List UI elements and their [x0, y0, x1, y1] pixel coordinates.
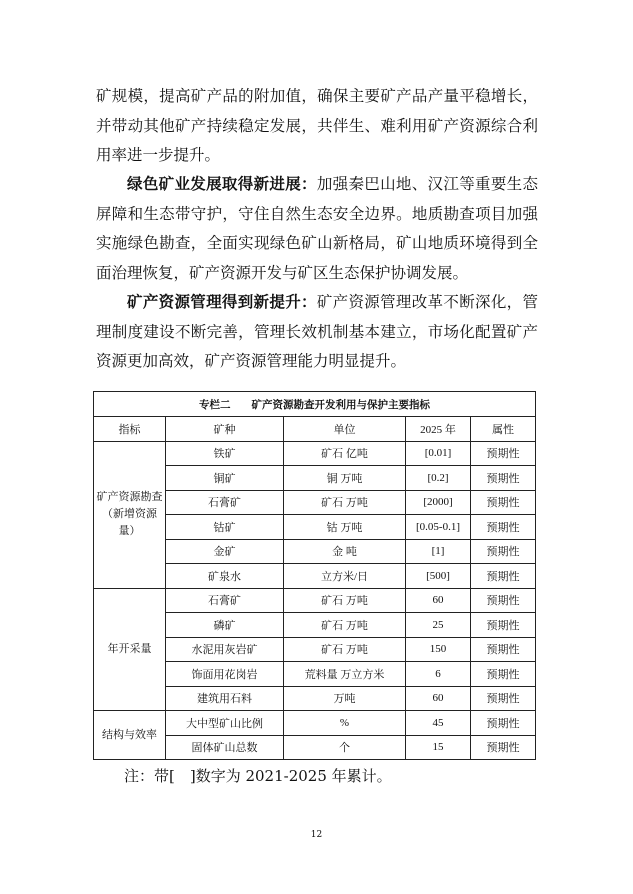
value-cell: 6 [406, 662, 471, 687]
mineral-cell: 矿泉水 [166, 564, 284, 589]
unit-cell: 个 [284, 735, 406, 760]
category-cell: 结构与效率 [94, 711, 166, 760]
attribute-cell: 预期性 [471, 490, 536, 515]
attribute-cell: 预期性 [471, 735, 536, 760]
mineral-cell: 钴矿 [166, 515, 284, 540]
unit-cell: 矿石 万吨 [284, 613, 406, 638]
mineral-cell: 饰面用花岗岩 [166, 662, 284, 687]
table-row [94, 711, 536, 736]
value-cell: 60 [406, 588, 471, 613]
table-row [94, 441, 536, 466]
attribute-cell: 预期性 [471, 515, 536, 540]
table-header-row [94, 417, 536, 442]
mineral-cell: 铜矿 [166, 466, 284, 491]
value-cell: [0.01] [406, 441, 471, 466]
unit-cell: 立方米/日 [284, 564, 406, 589]
value-cell: [1] [406, 539, 471, 564]
category-cell: 矿产资源勘查（新增资源量） [94, 441, 166, 588]
value-cell: 25 [406, 613, 471, 638]
value-cell: [0.05-0.1] [406, 515, 471, 540]
value-cell: 15 [406, 735, 471, 760]
table-caption-row [94, 392, 536, 417]
table-caption: 专栏二 矿产资源勘查开发利用与保护主要指标 [94, 392, 536, 417]
attribute-cell: 预期性 [471, 564, 536, 589]
value-cell: 150 [406, 637, 471, 662]
page-number: 12 [310, 830, 323, 840]
paragraph-green-mining [96, 170, 538, 288]
value-cell: [500] [406, 564, 471, 589]
table-row [94, 588, 536, 613]
mineral-cell: 固体矿山总数 [166, 735, 284, 760]
attribute-cell: 预期性 [471, 662, 536, 687]
unit-cell: 万吨 [284, 686, 406, 711]
unit-cell: 矿石 万吨 [284, 637, 406, 662]
unit-cell: 铜 万吨 [284, 466, 406, 491]
paragraph-heading-green-mining: 绿色矿业发展取得新进展： [127, 175, 317, 193]
paragraph-body-green-mining: 加强秦巴山地、汉江等重要生态屏障和生态带守护，守住自然生态安全边界。地质勘查项目加强实施绿色勘查，全面实现绿色矿山新格局，矿山地质环境得到全面治理恢复，矿产资源开发与矿区生态保护协调发展。 [96, 175, 538, 282]
attribute-cell: 预期性 [471, 613, 536, 638]
attribute-cell: 预期性 [471, 711, 536, 736]
unit-cell: % [284, 711, 406, 736]
header-attribute: 属性 [471, 417, 536, 442]
header-unit: 单位 [284, 417, 406, 442]
mineral-cell: 磷矿 [166, 613, 284, 638]
mineral-cell: 金矿 [166, 539, 284, 564]
attribute-cell: 预期性 [471, 539, 536, 564]
value-cell: 60 [406, 686, 471, 711]
unit-cell: 荒料量 万立方米 [284, 662, 406, 687]
mineral-cell: 建筑用石料 [166, 686, 284, 711]
header-indicator: 指标 [94, 417, 166, 442]
indicators-table [93, 391, 536, 760]
category-cell: 年开采量 [94, 588, 166, 711]
unit-cell: 矿石 万吨 [284, 490, 406, 515]
attribute-cell: 预期性 [471, 466, 536, 491]
paragraph-continuation: 矿规模，提高矿产品的附加值，确保主要矿产品产量平稳增长，并带动其他矿产持续稳定发展，共伴生、难利用矿产资源综合利用率进一步提升。 [96, 87, 538, 164]
mineral-cell: 石膏矿 [166, 490, 284, 515]
paragraph-resource-management [96, 288, 538, 377]
attribute-cell: 预期性 [471, 588, 536, 613]
mineral-cell: 铁矿 [166, 441, 284, 466]
unit-cell: 金 吨 [284, 539, 406, 564]
value-cell: 45 [406, 711, 471, 736]
attribute-cell: 预期性 [471, 686, 536, 711]
unit-cell: 钴 万吨 [284, 515, 406, 540]
attribute-cell: 预期性 [471, 441, 536, 466]
paragraph-body-resource-management: 矿产资源管理改革不断深化，管理制度建设不断完善，管理长效机制基本建立，市场化配置矿产资源更加高效，矿产资源管理能力明显提升。 [96, 293, 538, 370]
unit-cell: 矿石 万吨 [284, 588, 406, 613]
header-mineral: 矿种 [166, 417, 284, 442]
unit-cell: 矿石 亿吨 [284, 441, 406, 466]
attribute-cell: 预期性 [471, 637, 536, 662]
value-cell: [2000] [406, 490, 471, 515]
header-year: 2025 年 [406, 417, 471, 442]
value-cell: [0.2] [406, 466, 471, 491]
mineral-cell: 大中型矿山比例 [166, 711, 284, 736]
paragraph-heading-resource-management: 矿产资源管理得到新提升： [127, 293, 317, 311]
mineral-cell: 石膏矿 [166, 588, 284, 613]
table-note: 注：带[ ]数字为 2021-2025 年累计。 [124, 767, 392, 785]
mineral-cell: 水泥用灰岩矿 [166, 637, 284, 662]
